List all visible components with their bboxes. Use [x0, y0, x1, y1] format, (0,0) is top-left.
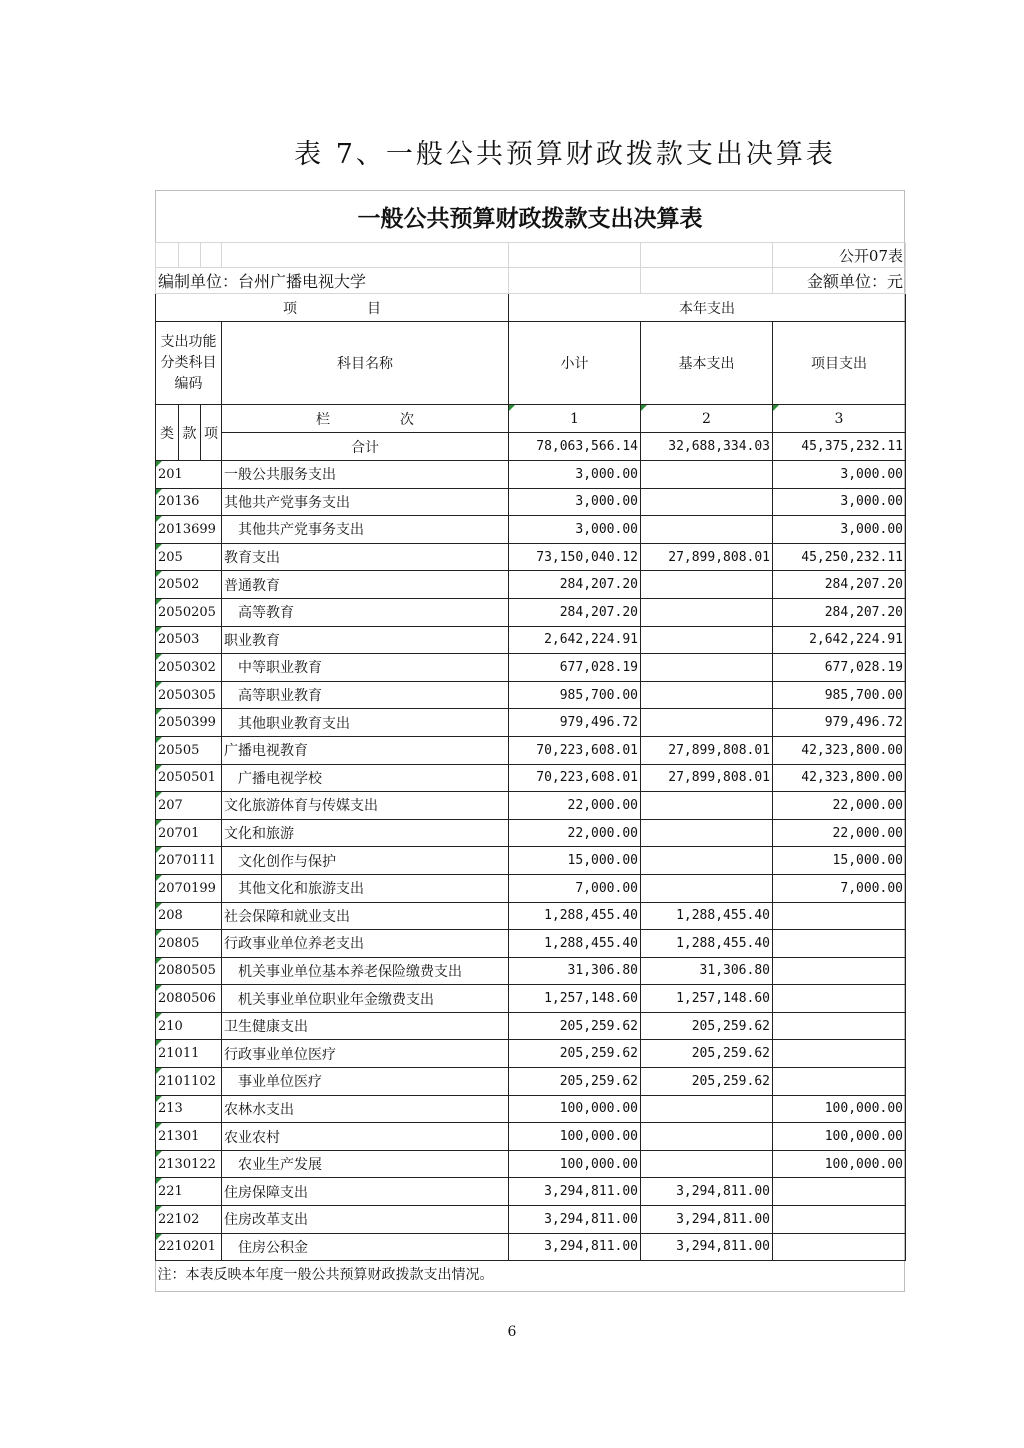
row-code: 2080506 — [156, 985, 222, 1013]
header-code-col: 支出功能分类科目编码 — [156, 322, 222, 405]
row-project: 45,250,232.11 — [773, 543, 906, 571]
row-basic — [641, 681, 773, 709]
amount-unit: 金额单位：元 — [773, 268, 906, 294]
row-name: 行政事业单位养老支出 — [222, 930, 509, 958]
header-name-col: 科目名称 — [222, 322, 509, 405]
row-basic — [641, 1123, 773, 1151]
row-basic: 1,288,455.40 — [641, 902, 773, 930]
table-row — [156, 819, 906, 847]
row-subtotal: 985,700.00 — [509, 681, 641, 709]
table-row — [156, 598, 906, 626]
row-project: 100,000.00 — [773, 1123, 906, 1151]
header-lanci: 栏 次 — [222, 405, 509, 433]
row-basic: 1,288,455.40 — [641, 930, 773, 958]
row-subtotal: 3,294,811.00 — [509, 1178, 641, 1206]
row-subtotal: 3,000.00 — [509, 516, 641, 544]
row-name: 文化旅游体育与传媒支出 — [222, 792, 509, 820]
row-code: 20502 — [156, 571, 222, 599]
row-project — [773, 985, 906, 1013]
row-subtotal: 73,150,040.12 — [509, 543, 641, 571]
row-project: 100,000.00 — [773, 1150, 906, 1178]
row-subtotal: 284,207.20 — [509, 571, 641, 599]
row-name: 其他职业教育支出 — [222, 709, 509, 737]
table-row — [156, 681, 906, 709]
row-code: 22102 — [156, 1206, 222, 1234]
row-project: 284,207.20 — [773, 598, 906, 626]
row-code: 207 — [156, 792, 222, 820]
row-subtotal: 3,294,811.00 — [509, 1206, 641, 1234]
row-project: 100,000.00 — [773, 1095, 906, 1123]
table-row — [156, 543, 906, 571]
table-row — [156, 461, 906, 489]
form-number: 公开07表 — [773, 243, 906, 268]
row-code: 2070199 — [156, 874, 222, 902]
row-project: 3,000.00 — [773, 461, 906, 489]
table-row — [156, 654, 906, 682]
row-name: 住房保障支出 — [222, 1178, 509, 1206]
row-basic — [641, 819, 773, 847]
row-code: 2050501 — [156, 764, 222, 792]
row-subtotal: 2,642,224.91 — [509, 626, 641, 654]
table-row — [156, 930, 906, 958]
row-subtotal: 3,000.00 — [509, 461, 641, 489]
row-project: 284,207.20 — [773, 571, 906, 599]
total-subtotal: 78,063,566.14 — [509, 433, 641, 461]
row-subtotal: 3,000.00 — [509, 488, 641, 516]
row-subtotal: 1,257,148.60 — [509, 985, 641, 1013]
row-basic: 3,294,811.00 — [641, 1233, 773, 1261]
row-subtotal: 22,000.00 — [509, 819, 641, 847]
row-name: 一般公共服务支出 — [222, 461, 509, 489]
row-basic — [641, 626, 773, 654]
page-title: 表 7、一般公共预算财政拨款支出决算表 — [294, 139, 836, 170]
table-row — [156, 902, 906, 930]
total-basic: 32,688,334.03 — [641, 433, 773, 461]
row-name: 其他共产党事务支出 — [222, 488, 509, 516]
row-code: 20701 — [156, 819, 222, 847]
row-project: 22,000.00 — [773, 792, 906, 820]
row-project: 22,000.00 — [773, 819, 906, 847]
table-row — [156, 516, 906, 544]
row-project: 7,000.00 — [773, 874, 906, 902]
row-project: 2,642,224.91 — [773, 626, 906, 654]
row-basic — [641, 1150, 773, 1178]
expenditure-table — [155, 242, 906, 1287]
row-subtotal: 70,223,608.01 — [509, 764, 641, 792]
row-basic: 27,899,808.01 — [641, 764, 773, 792]
col-index-1: 1 — [509, 405, 641, 433]
row-project — [773, 1178, 906, 1206]
row-basic — [641, 488, 773, 516]
row-code: 20136 — [156, 488, 222, 516]
row-name: 住房改革支出 — [222, 1206, 509, 1234]
col-index-2: 2 — [641, 405, 773, 433]
row-name: 高等教育 — [222, 598, 509, 626]
row-subtotal: 100,000.00 — [509, 1150, 641, 1178]
row-subtotal: 205,259.62 — [509, 1012, 641, 1040]
table-row — [156, 1233, 906, 1261]
row-subtotal: 100,000.00 — [509, 1095, 641, 1123]
row-name: 教育支出 — [222, 543, 509, 571]
row-name: 职业教育 — [222, 626, 509, 654]
row-basic — [641, 1095, 773, 1123]
row-code: 2130122 — [156, 1150, 222, 1178]
row-subtotal: 70,223,608.01 — [509, 736, 641, 764]
row-basic: 31,306.80 — [641, 957, 773, 985]
row-basic — [641, 598, 773, 626]
row-basic — [641, 847, 773, 875]
row-name: 高等职业教育 — [222, 681, 509, 709]
row-name: 农业农村 — [222, 1123, 509, 1151]
row-subtotal: 100,000.00 — [509, 1123, 641, 1151]
table-row — [156, 1012, 906, 1040]
col-index-3: 3 — [773, 405, 906, 433]
row-name: 行政事业单位医疗 — [222, 1040, 509, 1068]
row-subtotal: 7,000.00 — [509, 874, 641, 902]
row-code: 210 — [156, 1012, 222, 1040]
row-code: 20505 — [156, 736, 222, 764]
row-name: 社会保障和就业支出 — [222, 902, 509, 930]
row-name: 广播电视学校 — [222, 764, 509, 792]
row-basic — [641, 792, 773, 820]
row-code: 213 — [156, 1095, 222, 1123]
row-project — [773, 1040, 906, 1068]
row-subtotal: 284,207.20 — [509, 598, 641, 626]
row-code: 208 — [156, 902, 222, 930]
row-project — [773, 1012, 906, 1040]
page-number: 6 — [507, 1324, 517, 1340]
row-name: 文化和旅游 — [222, 819, 509, 847]
row-code: 2050305 — [156, 681, 222, 709]
row-subtotal: 1,288,455.40 — [509, 930, 641, 958]
row-code: 2013699 — [156, 516, 222, 544]
row-project — [773, 902, 906, 930]
total-project: 45,375,232.11 — [773, 433, 906, 461]
header-lei: 类 — [156, 405, 179, 461]
row-project: 42,323,800.00 — [773, 764, 906, 792]
row-code: 2050205 — [156, 598, 222, 626]
unit-label: 编制单位：台州广播电视大学 — [156, 268, 509, 294]
row-code: 2080505 — [156, 957, 222, 985]
table-row — [156, 957, 906, 985]
row-code: 221 — [156, 1178, 222, 1206]
row-project: 985,700.00 — [773, 681, 906, 709]
row-code: 2070111 — [156, 847, 222, 875]
header-project: 项目支出 — [773, 322, 906, 405]
row-subtotal: 3,294,811.00 — [509, 1233, 641, 1261]
row-project: 42,323,800.00 — [773, 736, 906, 764]
row-basic — [641, 571, 773, 599]
total-label: 合计 — [222, 433, 509, 461]
row-project: 15,000.00 — [773, 847, 906, 875]
row-name: 机关事业单位基本养老保险缴费支出 — [222, 957, 509, 985]
table-row — [156, 626, 906, 654]
table-row — [156, 736, 906, 764]
row-project: 3,000.00 — [773, 488, 906, 516]
row-basic — [641, 654, 773, 682]
row-subtotal: 979,496.72 — [509, 709, 641, 737]
header-subtotal: 小计 — [509, 322, 641, 405]
row-basic — [641, 874, 773, 902]
header-xiang: 项 — [201, 405, 222, 461]
header-kuan: 款 — [179, 405, 201, 461]
row-subtotal: 1,288,455.40 — [509, 902, 641, 930]
table-row — [156, 1123, 906, 1151]
row-project: 677,028.19 — [773, 654, 906, 682]
table-row — [156, 488, 906, 516]
row-code: 21301 — [156, 1123, 222, 1151]
row-code: 20503 — [156, 626, 222, 654]
row-basic — [641, 709, 773, 737]
table-title: 一般公共预算财政拨款支出决算表 — [357, 206, 703, 232]
row-name: 广播电视教育 — [222, 736, 509, 764]
row-basic: 1,257,148.60 — [641, 985, 773, 1013]
row-name: 普通教育 — [222, 571, 509, 599]
row-basic — [641, 461, 773, 489]
row-name: 中等职业教育 — [222, 654, 509, 682]
header-basic: 基本支出 — [641, 322, 773, 405]
row-name: 文化创作与保护 — [222, 847, 509, 875]
table-row — [156, 709, 906, 737]
row-basic: 3,294,811.00 — [641, 1178, 773, 1206]
table-row — [156, 571, 906, 599]
table-row — [156, 874, 906, 902]
table-row — [156, 1040, 906, 1068]
row-basic — [641, 516, 773, 544]
row-name: 住房公积金 — [222, 1233, 509, 1261]
row-basic: 27,899,808.01 — [641, 543, 773, 571]
row-code: 21011 — [156, 1040, 222, 1068]
table-row — [156, 847, 906, 875]
table-row — [156, 1095, 906, 1123]
table-row — [156, 792, 906, 820]
row-project — [773, 1206, 906, 1234]
table-row — [156, 985, 906, 1013]
row-name: 卫生健康支出 — [222, 1012, 509, 1040]
row-name: 机关事业单位职业年金缴费支出 — [222, 985, 509, 1013]
row-subtotal: 677,028.19 — [509, 654, 641, 682]
table-row — [156, 1178, 906, 1206]
row-project: 979,496.72 — [773, 709, 906, 737]
row-basic: 205,259.62 — [641, 1068, 773, 1096]
row-name: 其他文化和旅游支出 — [222, 874, 509, 902]
row-subtotal: 31,306.80 — [509, 957, 641, 985]
row-code: 2210201 — [156, 1233, 222, 1261]
row-subtotal: 22,000.00 — [509, 792, 641, 820]
row-project — [773, 1233, 906, 1261]
row-code: 2101102 — [156, 1068, 222, 1096]
row-code: 201 — [156, 461, 222, 489]
row-name: 其他共产党事务支出 — [222, 516, 509, 544]
row-code: 2050302 — [156, 654, 222, 682]
header-this-year: 本年支出 — [509, 294, 906, 322]
row-project — [773, 957, 906, 985]
row-subtotal: 15,000.00 — [509, 847, 641, 875]
row-name: 农林水支出 — [222, 1095, 509, 1123]
table-row — [156, 1206, 906, 1234]
table-row — [156, 1150, 906, 1178]
row-name: 农业生产发展 — [222, 1150, 509, 1178]
table-note: 注：本表反映本年度一般公共预算财政拨款支出情况。 — [156, 1261, 906, 1287]
table-row — [156, 764, 906, 792]
row-basic: 27,899,808.01 — [641, 736, 773, 764]
row-name: 事业单位医疗 — [222, 1068, 509, 1096]
row-project — [773, 930, 906, 958]
row-basic: 205,259.62 — [641, 1040, 773, 1068]
row-code: 20805 — [156, 930, 222, 958]
table-row — [156, 1068, 906, 1096]
row-subtotal: 205,259.62 — [509, 1068, 641, 1096]
row-project: 3,000.00 — [773, 516, 906, 544]
row-code: 205 — [156, 543, 222, 571]
header-item: 项 目 — [156, 294, 509, 322]
row-project — [773, 1068, 906, 1096]
row-basic: 205,259.62 — [641, 1012, 773, 1040]
row-subtotal: 205,259.62 — [509, 1040, 641, 1068]
row-code: 2050399 — [156, 709, 222, 737]
row-basic: 3,294,811.00 — [641, 1206, 773, 1234]
